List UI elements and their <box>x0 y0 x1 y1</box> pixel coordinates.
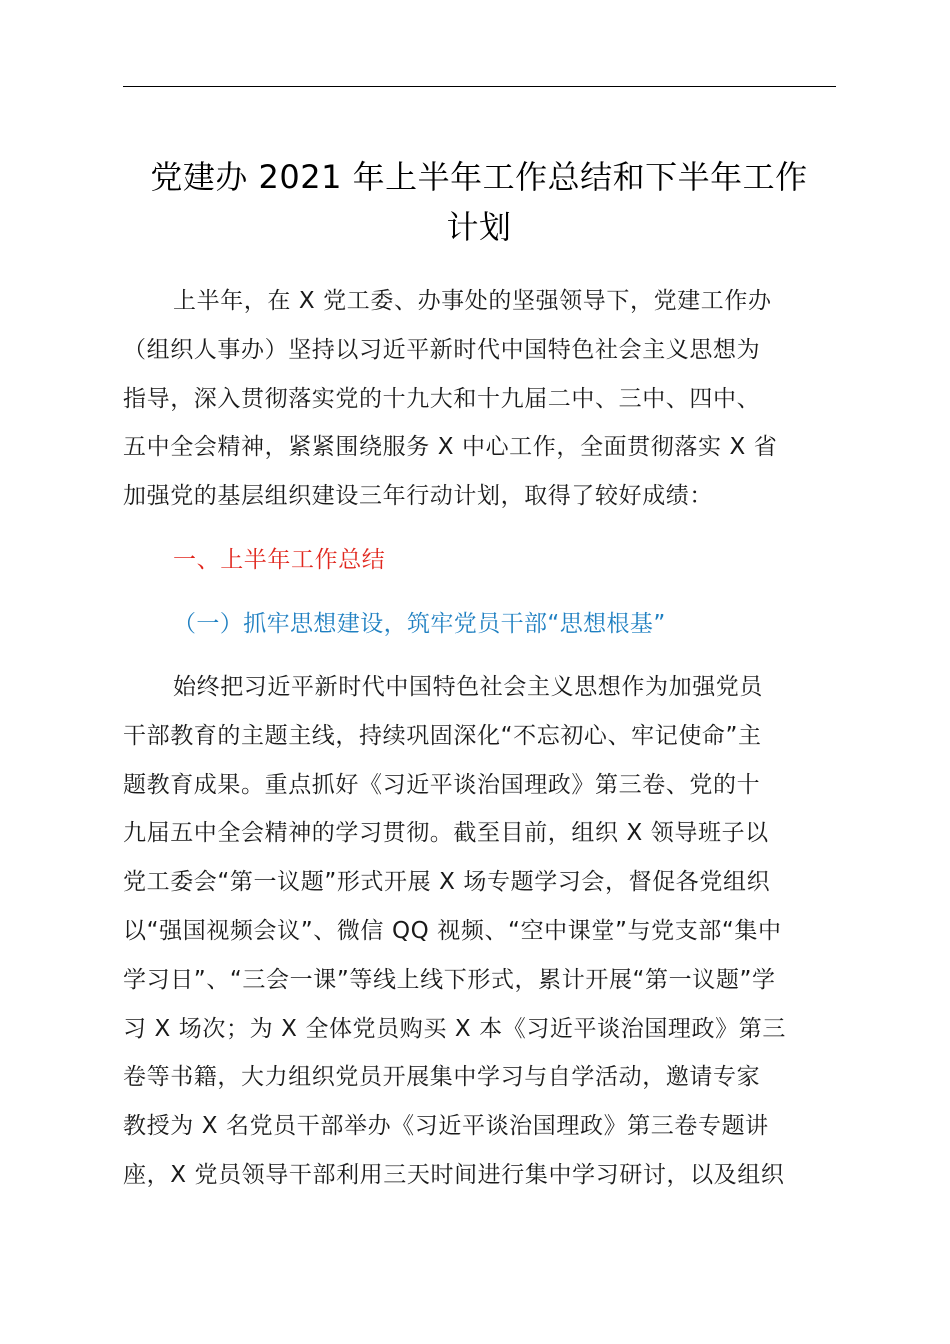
header-rule <box>123 86 836 87</box>
paragraph-line: 教授为 X 名党员干部举办《习近平谈治国理政》第三卷专题讲 <box>123 1113 769 1140</box>
subsection-heading-1: （一）抓牢思想建设，筑牢党员干部“思想根基” <box>173 611 666 637</box>
paragraph-line: 始终把习近平新时代中国特色社会主义思想作为加强党员 <box>173 674 763 700</box>
intro-paragraph <box>123 277 839 521</box>
paragraph-line: 党工委会“第一议题”形式开展 X 场专题学习会，督促各党组织 <box>123 869 771 896</box>
body-paragraph <box>123 663 839 1200</box>
paragraph-line: 题教育成果。重点抓好《习近平谈治国理政》第三卷、党的十 <box>123 771 761 798</box>
intro-line: 五中全会精神，紧紧围绕服务 X 中心工作，全面贯彻落实 X 省 <box>123 434 778 461</box>
paragraph-line: 以“强国视频会议”、微信 QQ 视频、“空中课堂”与党支部“集中 <box>123 917 782 944</box>
paragraph-line: 座，X 党员领导干部利用三天时间进行集中学习研讨，以及组织 <box>123 1161 785 1188</box>
paragraph-line: 卷等书籍，大力组织党员开展集中学习与自学活动，邀请专家 <box>123 1064 761 1091</box>
title-line-2: 计划 <box>446 208 512 246</box>
paragraph-line: 干部教育的主题主线，持续巩固深化“不忘初心、牢记使命”主 <box>123 722 762 749</box>
paragraph-line: 习 X 场次；为 X 全体党员购买 X 本《习近平谈治国理政》第三 <box>123 1015 786 1042</box>
intro-line: 上半年，在 X 党工委、办事处的坚强领导下，党建工作办 <box>173 288 772 314</box>
title-line-1: 党建办 2021 年上半年工作总结和下半年工作 <box>150 158 808 196</box>
intro-line: 指导，深入贯彻落实党的十九大和十九届二中、三中、四中、 <box>123 385 761 412</box>
intro-line: 加强党的基层组织建设三年行动计划，取得了较好成绩： <box>123 483 713 510</box>
paragraph-line: 九届五中全会精神的学习贯彻。截至目前，组织 X 领导班子以 <box>123 820 769 847</box>
paragraph-line: 学习日”、“三会一课”等线上线下形式，累计开展“第一议题”学 <box>123 966 776 993</box>
intro-line: （组织人事办）坚持以习近平新时代中国特色社会主义思想为 <box>123 336 761 363</box>
section-heading-1: 一、上半年工作总结 <box>173 547 386 573</box>
document-title <box>118 152 840 252</box>
